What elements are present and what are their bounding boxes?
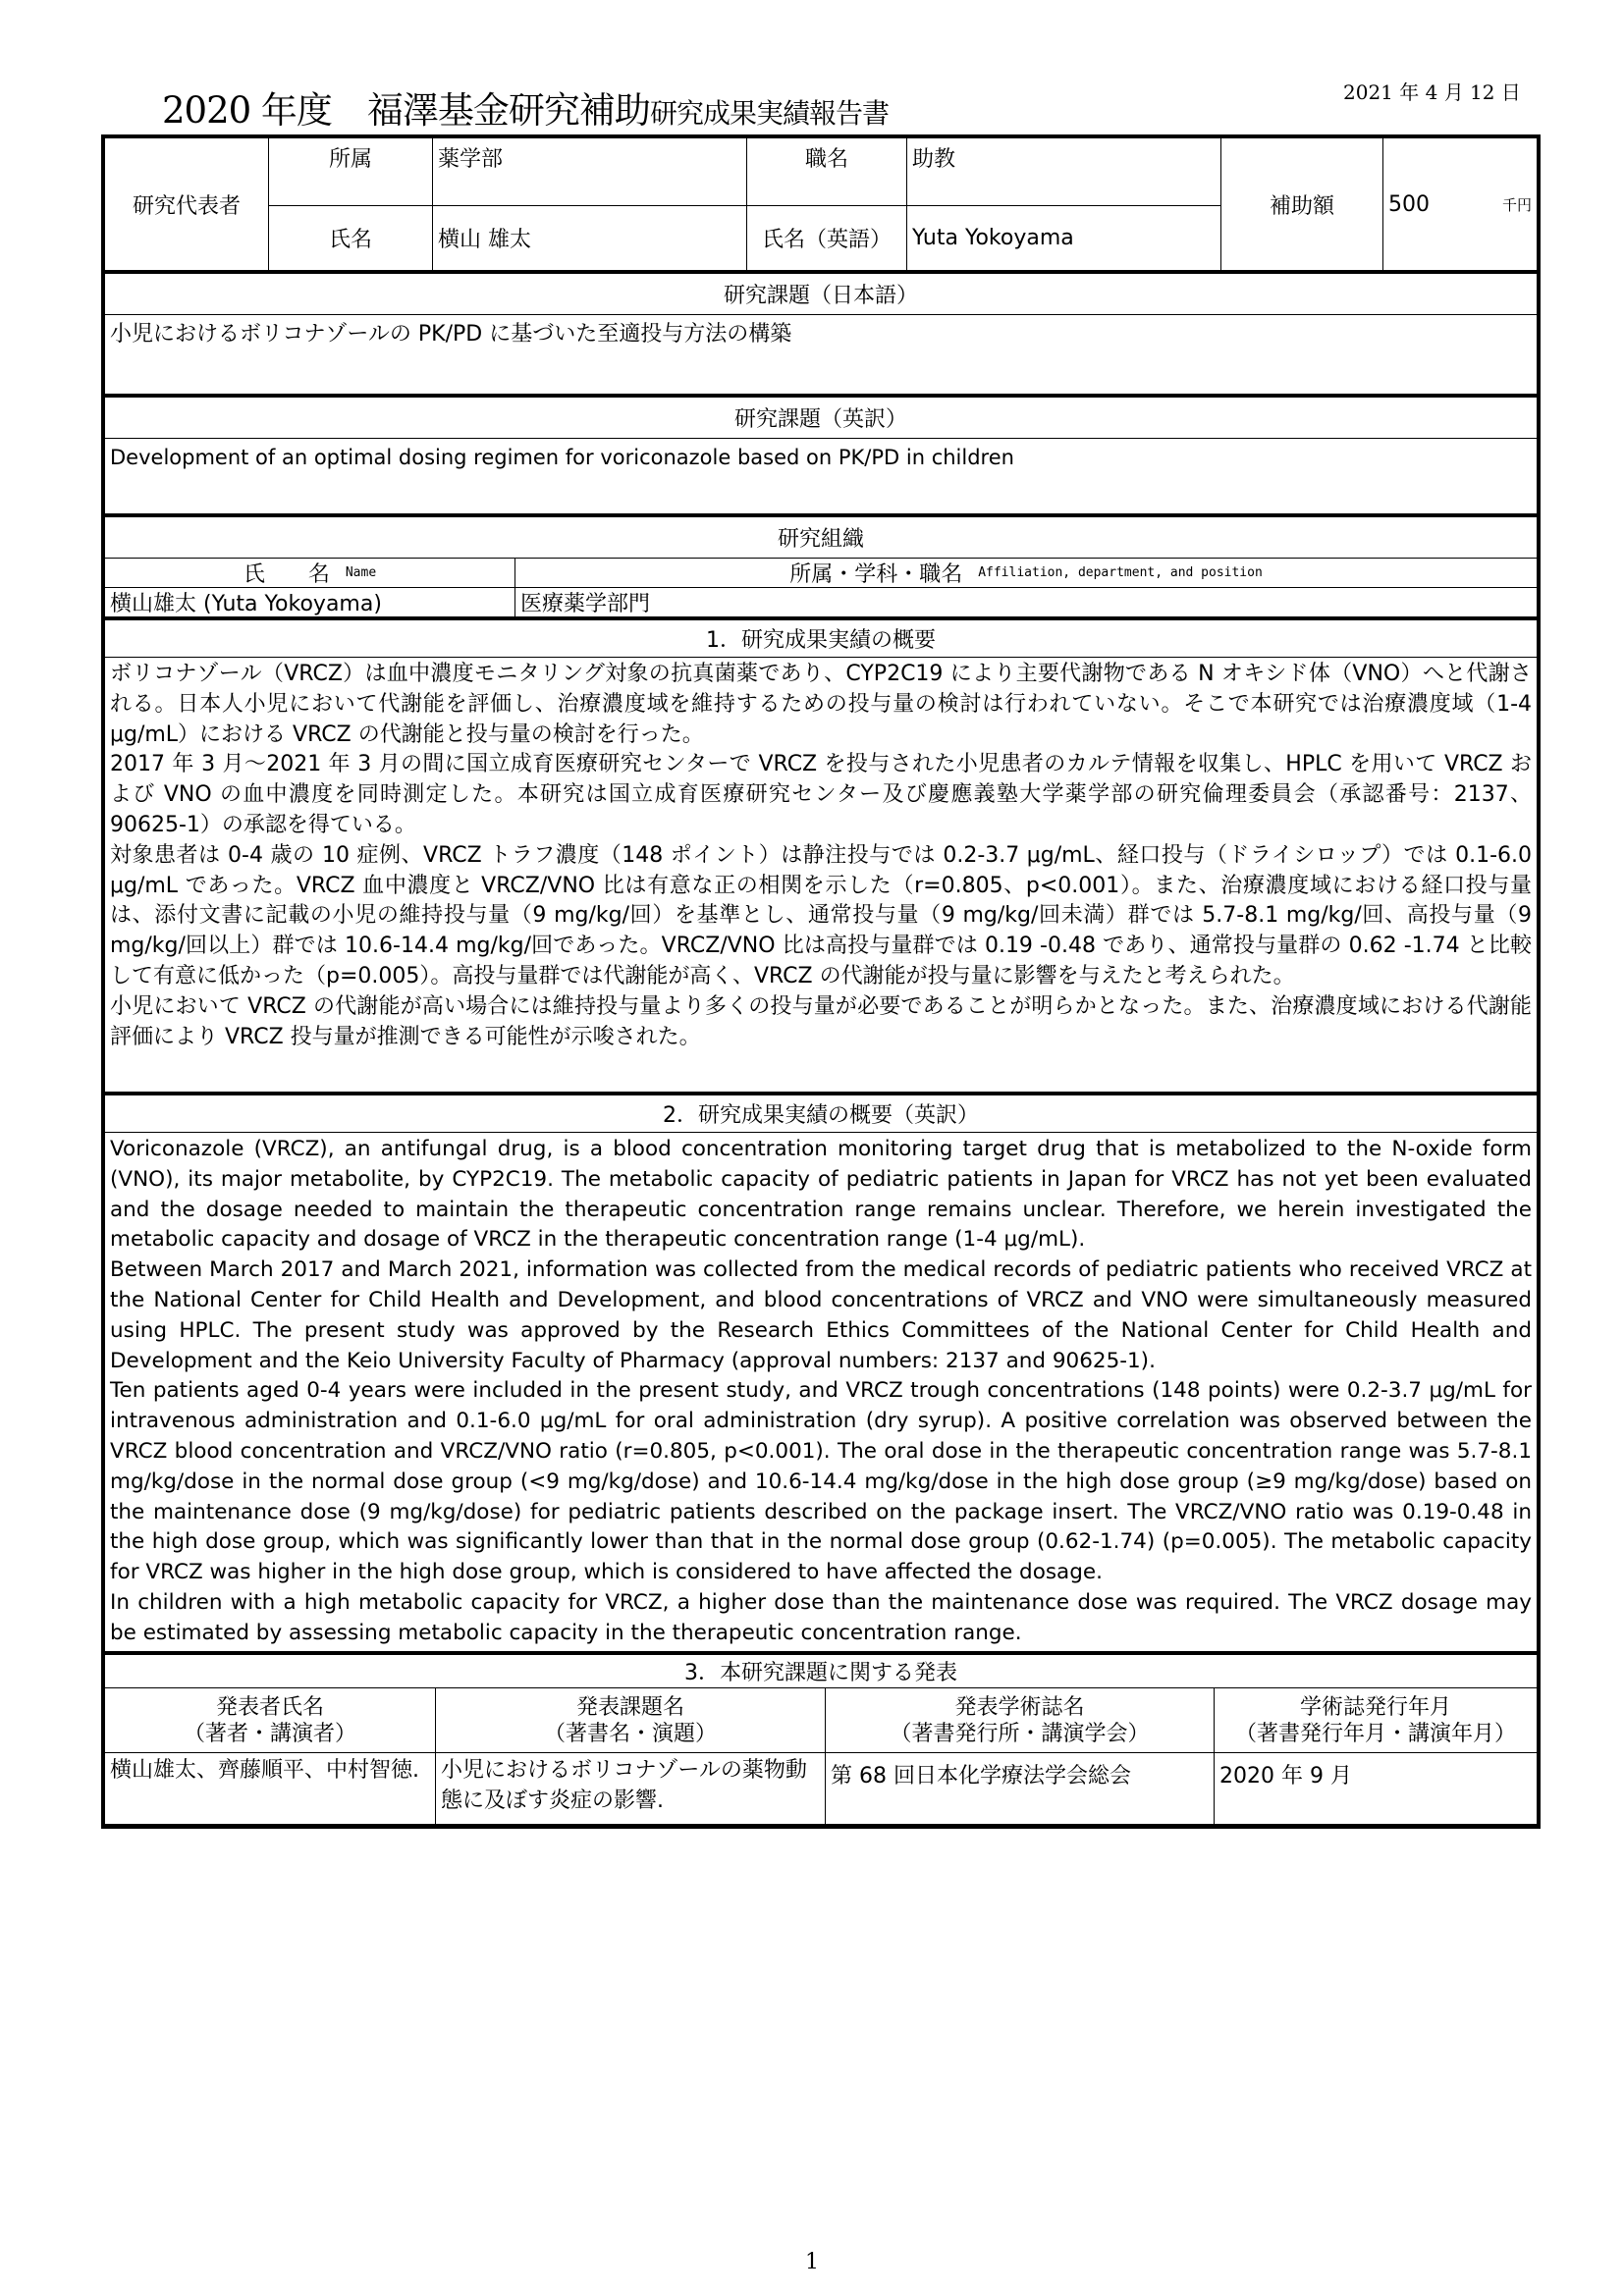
representative-section (105, 138, 1537, 274)
name-en-label: 氏名（英語） (747, 206, 907, 270)
org-name-col-label: 氏 名 (243, 562, 330, 587)
summary-ja-heading: 1．研究成果実績の概要 (105, 620, 1537, 658)
topic-en-heading: 研究課題（英訳） (105, 398, 1537, 439)
document-title (162, 80, 889, 133)
pub-authors: 横山雄太、齊藤順平、中村智徳. (105, 1753, 436, 1824)
representative-label: 研究代表者 (105, 138, 269, 270)
summary-ja-paragraph: 小児において VRCZ の代謝能が高い場合には維持投与量より多くの投与量が必要であることが明らかとなった。また、治療濃度域における代謝能評価により VRCZ 投与量が推測できる可能性が示唆された。 (110, 993, 1532, 1049)
summary-en-text (105, 1133, 1537, 1655)
org-name-col (105, 559, 515, 587)
affiliation-value: 薬学部 (433, 138, 747, 205)
report-form (101, 134, 1541, 1829)
member-affiliation: 医療薬学部門 (520, 592, 651, 616)
name-label: 氏名 (269, 206, 433, 270)
report-date: 2021 年 4 月 12 日 (1343, 80, 1521, 104)
table-row (105, 1753, 1537, 1824)
topic-ja-heading: 研究課題（日本語） (105, 274, 1537, 315)
col-journal (826, 1688, 1215, 1752)
col-presenter (105, 1688, 436, 1752)
col-label: 発表者氏名 (215, 1694, 324, 1720)
name-value: 横山 雄太 (433, 206, 747, 270)
organization-member-row (105, 588, 1537, 620)
col-title (436, 1688, 826, 1752)
col-date (1215, 1688, 1537, 1752)
affiliation-label: 所属 (269, 138, 433, 205)
org-name-col-en: Name (345, 565, 377, 580)
grant-value: 500 (1388, 191, 1430, 217)
summary-ja-text (105, 658, 1537, 1095)
org-aff-col-label: 所属・学科・職名 (789, 562, 963, 587)
col-label: 学術誌発行年月 (1299, 1694, 1451, 1720)
col-sublabel: （著書名・演題） (543, 1721, 717, 1746)
summary-ja-paragraph: 2017 年 3 月～2021 年 3 月の間に国立成育医療研究センターで VRCZ を投与された小児患者のカルテ情報を収集し、HPLC を用いて VRCZ および VNO の血中濃度を同時測定した。本研究は国立成育医療研究センター及び慶應義塾大学薬学部の研究倫理委員会（承認番号：2137、90625-1）の承認を得ている。 (110, 752, 1532, 837)
name-en-value: Yuta Yokoyama (912, 226, 1074, 250)
summary-ja-paragraph: ボリコナゾール（VRCZ）は血中濃度モニタリング対象の抗真菌薬であり、CYP2C19 により主要代謝物である N オキシド体（VNO）へと代謝される。日本人小児において代謝能を評価し、治療濃度域を維持するための投与量の検討は行われていない。そこで本研究では治療濃度域（1-4 μg/mL）における VRCZ の代謝能と投与量の検討を行った。 (110, 662, 1532, 747)
grant-amount (1383, 138, 1537, 270)
organization-header-row (105, 559, 1537, 588)
topic-en-text: Development of an optimal dosing regimen for voriconazole based on PK/PD in children (105, 439, 1537, 517)
summary-ja-paragraph: 対象患者は 0-4 歳の 10 症例、VRCZ トラフ濃度（148 ポイント）は静注投与では 0.2-3.7 μg/mL、経口投与（ドライシロップ）では 0.1-6.0 μg/mL であった。VRCZ 血中濃度と VRCZ/VNO 比は有意な正の相関を示した（r=0.805、p<0.001）。また、治療濃度域における経口投与量は、添付文書に記載の小児の維持投与量（9 mg/kg/回）を基準とし、通常投与量（9 mg/kg/回未満）群では 5.7-8.1 mg/kg/回、高投与量（9 mg/kg/回以上）群では 10.6-14.4 mg/kg/回であった。VRCZ/VNO 比は高投与量群では 0.19 -0.48 であり、通常投与量群の 0.62 -1.74 と比較して有意に低かった（p=0.005）。高投与量群では代謝能が高く、VRCZ の代謝能が投与量に影響を与えたと考えられた。 (110, 842, 1532, 988)
publications-heading: 3．本研究課題に関する発表 (105, 1655, 1537, 1688)
organization-heading: 研究組織 (105, 517, 1537, 559)
position-label: 職名 (747, 138, 907, 205)
summary-en-heading: 2．研究成果実績の概要（英訳） (105, 1095, 1537, 1133)
publications-header-row (105, 1688, 1537, 1753)
grant-unit: 千円 (1501, 195, 1532, 214)
pub-date: 2020 年 9 月 (1219, 1764, 1352, 1789)
summary-en-paragraph: Between March 2017 and March 2021, information was collected from the medical records of pediatric patients who received VRCZ at the National Center for Child Health and Development, and blood concentrations of VRCZ and VNO were simultaneously measured using HPLC. The present study was approved by the Research Ethics Committees of the National Center for Child Health and Development and the Keio University Faculty of Pharmacy (approval numbers: 2137 and 90625-1). (110, 1257, 1532, 1373)
summary-en-paragraph: Voriconazole (VRCZ), an antifungal drug, is a blood concentration monitoring target drug that is metabolized to the N-oxide form (VNO), its major metabolite, by CYP2C19. The metabolic capacity of pediatric patients in Japan for VRCZ has not yet been evaluated and the dosage needed to maintain the therapeutic concentration range remains unclear. Therefore, we herein investigated the metabolic capacity and dosage of VRCZ in the therapeutic concentration range (1-4 μg/mL). (110, 1137, 1532, 1253)
topic-ja-text: 小児におけるボリコナゾールの PK/PD に基づいた至適投与方法の構築 (105, 315, 1537, 398)
title-main: 2020 年度 福澤基金研究補助 (162, 89, 650, 132)
summary-en-paragraph: In children with a high metabolic capacity for VRCZ, a higher dose than the maintenance dose was required. The VRCZ dosage may be estimated by assessing metabolic capacity in the therapeutic concentration range. (110, 1589, 1532, 1645)
org-aff-col (515, 559, 1537, 587)
col-sublabel: （著書発行所・講演学会） (890, 1721, 1150, 1746)
col-label: 発表課題名 (575, 1694, 684, 1720)
col-sublabel: （著者・講演者） (183, 1721, 356, 1746)
summary-en-paragraph: Ten patients aged 0-4 years were included in the present study, and VRCZ trough concentrations (148 points) were 0.2-3.7 μg/mL for intravenous administration and 0.1-6.0 μg/mL for oral administration (dry syrup). A positive correlation was observed between the VRCZ blood concentration and VRCZ/VNO ratio (r=0.805, p<0.001). The oral dose in the therapeutic concentration range was 5.7-8.1 mg/kg/dose in the normal dose group (<9 mg/kg/dose) and 10.6-14.4 mg/kg/dose in the high dose group (≥9 mg/kg/dose) based on the maintenance dose (9 mg/kg/dose) for pediatric patients described on the package insert. The VRCZ/VNO ratio was 0.19-0.48 in the high dose group, which was significantly lower than that in the normal dose group (0.62-1.74) (p=0.005). The metabolic capacity for VRCZ was higher in the high dose group, which is considered to have affected the dosage. (110, 1378, 1532, 1585)
pub-title: 小児におけるボリコナゾールの薬物動態に及ぼす炎症の影響. (436, 1753, 826, 1824)
col-sublabel: （著書発行年月・講演年月） (1234, 1721, 1516, 1746)
grant-label: 補助額 (1221, 138, 1383, 270)
title-sub: 研究成果実績報告書 (649, 97, 889, 130)
pub-venue: 第 68 回日本化学療法学会総会 (826, 1753, 1215, 1824)
org-aff-col-en: Affiliation, department, and position (978, 565, 1263, 580)
col-label: 発表学術誌名 (954, 1694, 1085, 1720)
position-value: 助教 (912, 147, 956, 172)
member-name: 横山雄太 (Yuta Yokoyama) (105, 588, 515, 616)
page-number: 1 (805, 2250, 819, 2274)
